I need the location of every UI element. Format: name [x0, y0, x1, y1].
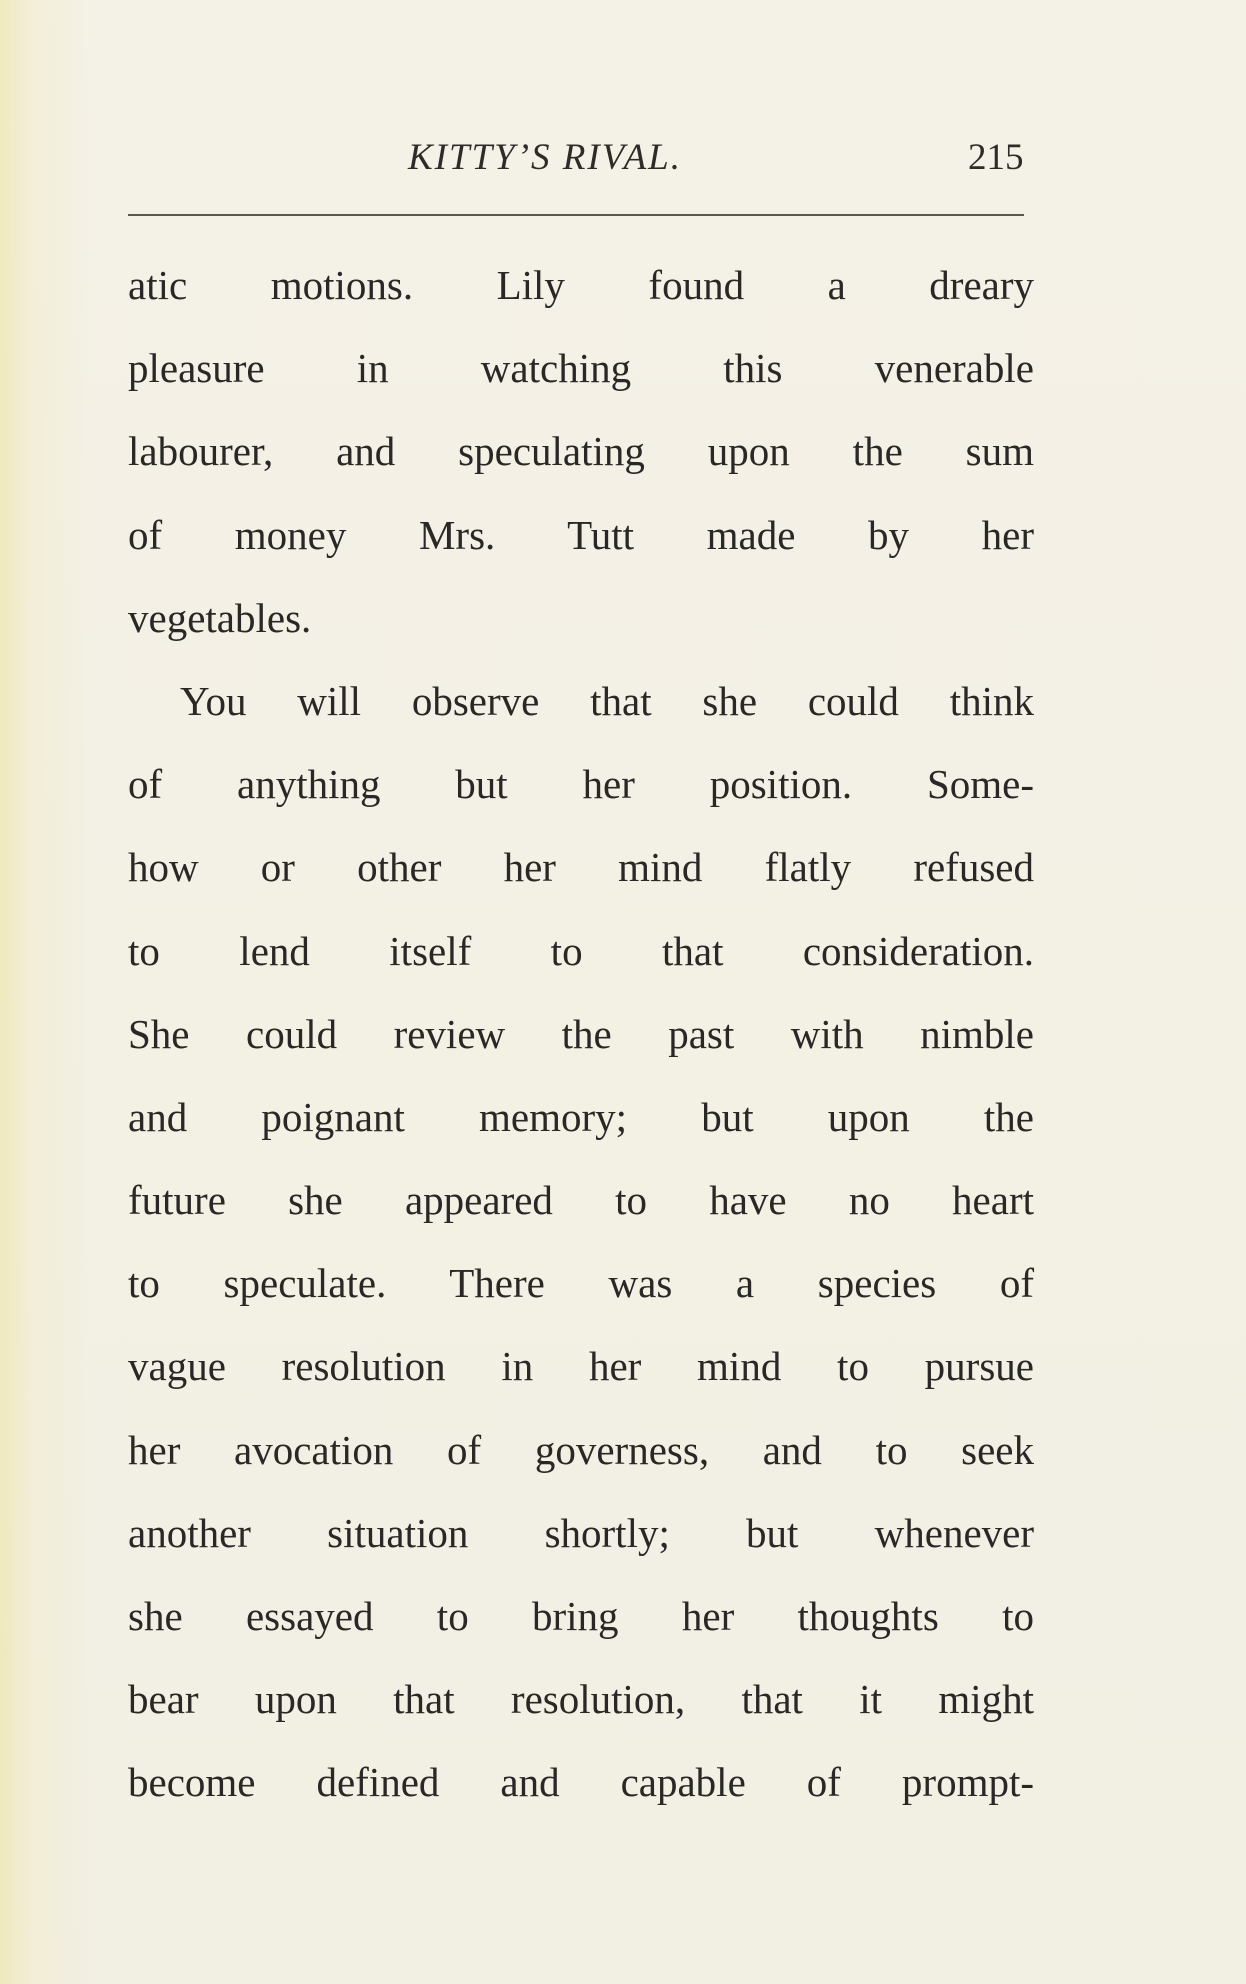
running-title: KITTY’S RIVAL. — [408, 137, 683, 178]
text-line: of money Mrs. Tutt made by her — [128, 511, 1034, 558]
body-text — [128, 244, 1034, 1825]
page-number: 215 — [968, 137, 1024, 178]
text-line: vegetables. — [128, 594, 312, 641]
text-line: of anything but her position. Some- — [128, 761, 1034, 808]
text-line: her avocation of governess, and to seek — [128, 1426, 1034, 1473]
text-line: become defined and capable of prompt- — [128, 1759, 1034, 1806]
text-line: She could review the past with nimble — [128, 1010, 1034, 1057]
text-line: she essayed to bring her thoughts to — [128, 1593, 1034, 1639]
text-line: another situation shortly; but whenever — [128, 1509, 1034, 1556]
text-line: future she appeared to have no heart — [128, 1177, 1034, 1224]
text-line: atic motions. Lily found a dreary — [128, 262, 1034, 308]
text-line: You will observe that she could think — [180, 677, 1034, 724]
text-line: to speculate. There was a species of — [128, 1260, 1034, 1307]
text-line: how or other her mind flatly refused — [128, 844, 1034, 891]
text-line: and poignant memory; but upon the — [128, 1093, 1034, 1140]
running-header — [0, 128, 1246, 188]
text-line: vague resolution in her mind to pursue — [128, 1343, 1034, 1390]
text-line: bear upon that resolution, that it might — [128, 1676, 1034, 1723]
text-line: to lend itself to that consideration. — [128, 927, 1034, 974]
text-line: pleasure in watching this venerable — [128, 345, 1034, 392]
header-rule — [128, 214, 1024, 216]
text-line: labourer, and speculating upon the sum — [128, 428, 1034, 475]
